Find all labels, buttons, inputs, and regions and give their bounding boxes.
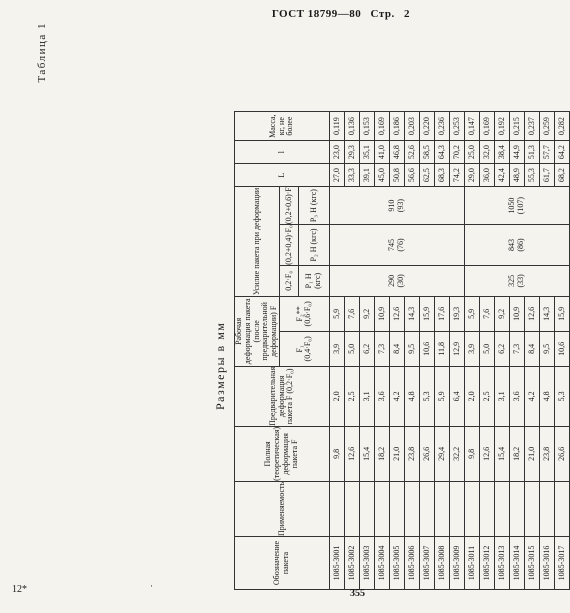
table-cell: 9,5 — [539, 331, 554, 366]
table-cell: 56,6 — [404, 164, 419, 187]
force-value-kgf: (93) — [395, 198, 405, 213]
table-cell: 5,9 — [434, 366, 449, 426]
table-cell: 5,9 — [329, 296, 344, 331]
table-cell: 1085-3009 — [449, 537, 464, 590]
table-cell: 2,0 — [464, 366, 479, 426]
table-cell — [479, 481, 494, 536]
col-full-deform: Полная (теоретическая) деформация пакета F — [235, 426, 330, 481]
table-cell: 1085-3011 — [464, 537, 479, 590]
table-cell: 3,6 — [509, 366, 524, 426]
table-cell: 1085-3013 — [494, 537, 509, 590]
table-cell: 0,186 — [389, 112, 404, 141]
table-cell — [344, 481, 359, 536]
table-cell — [464, 481, 479, 536]
table-row — [494, 112, 509, 590]
force-value-kgf: (76) — [395, 238, 405, 252]
table-cell — [434, 481, 449, 536]
table-cell: 0,282 — [554, 112, 569, 141]
table-cell: 2,0 — [329, 366, 344, 426]
table-cell: 5,3 — [419, 366, 434, 426]
table-row — [464, 112, 479, 590]
table-cell: 15,4 — [494, 426, 509, 481]
table-cell: 26,6 — [554, 426, 569, 481]
table-cell: 36,0 — [479, 164, 494, 187]
table-cell: 0,153 — [359, 112, 374, 141]
gost-number: ГОСТ 18799—80 — [271, 8, 362, 20]
table-cell: 7,6 — [344, 296, 359, 331]
force-value-kgf: (86) — [515, 238, 525, 252]
col-L: L — [235, 164, 330, 187]
rotated-table-area — [36, 22, 566, 590]
table-cell: 5,3 — [554, 366, 569, 426]
col-pre-deform: Предварительная деформация пакета F (0,2·F₀) — [235, 366, 330, 426]
table-cell: 61,7 — [539, 164, 554, 187]
table-cell: 1085-3006 — [404, 537, 419, 590]
table-cell: 2,5 — [479, 366, 494, 426]
force-cell-g1-p3 — [329, 187, 464, 225]
table-cell: 5,0 — [344, 331, 359, 366]
table-cell: 0,203 — [404, 112, 419, 141]
table-cell: 10,9 — [374, 296, 389, 331]
table-cell: 64,2 — [554, 141, 569, 164]
table-cell: 0,169 — [374, 112, 389, 141]
table-cell: 2,5 — [344, 366, 359, 426]
table-cell: 3,9 — [329, 331, 344, 366]
force-value: 325 — [507, 274, 517, 287]
table-row — [449, 112, 464, 590]
footer-left: 12* — [12, 584, 27, 595]
table-cell: 15,9 — [554, 296, 569, 331]
table-cell: 58,5 — [419, 141, 434, 164]
force-value: 745 — [387, 238, 397, 251]
table-title: Размеры в мм — [213, 321, 227, 410]
force-value: 1050 — [507, 197, 517, 214]
col-designation: Обозначение пакета — [235, 537, 330, 590]
table-cell: 68,2 — [554, 164, 569, 187]
table-row — [524, 112, 539, 590]
force-value-kgf: (30) — [395, 274, 405, 288]
col-p-b: (0,2+0,4)·F₀ — [279, 225, 298, 266]
force-cell-g1-p1 — [329, 265, 464, 296]
table-cell — [329, 481, 344, 536]
table-cell: 42,4 — [494, 164, 509, 187]
force-cell-g2-p2 — [464, 225, 569, 266]
table-cell — [389, 481, 404, 536]
force-value: 910 — [387, 199, 397, 212]
table-cell — [374, 481, 389, 536]
table-cell: 12,6 — [479, 426, 494, 481]
table-cell: 1085-3003 — [359, 537, 374, 590]
table-cell: 29,3 — [344, 141, 359, 164]
table-row — [419, 112, 434, 590]
table-cell: 23,8 — [539, 426, 554, 481]
table-cell: 52,6 — [404, 141, 419, 164]
page-number: 2 — [404, 8, 410, 20]
table-cell: 0,220 — [419, 112, 434, 141]
table-cell: 7,6 — [479, 296, 494, 331]
table-cell: 26,6 — [419, 426, 434, 481]
table-cell: 9,8 — [329, 426, 344, 481]
col-p-a: 0,2·F₀ — [279, 265, 298, 296]
table-caption: Таблица 1 — [36, 22, 48, 83]
table-cell: 9,2 — [494, 296, 509, 331]
table-cell: 0,259 — [539, 112, 554, 141]
table-row — [344, 112, 359, 590]
force-value-kgf: (107) — [515, 196, 525, 215]
footer-page-number: 355 — [350, 588, 365, 599]
table-row — [389, 112, 404, 590]
col-p-unit-a: P₁ Н (кгс) — [298, 265, 329, 296]
table-cell: 1085-3012 — [479, 537, 494, 590]
table-cell — [404, 481, 419, 536]
table-cell: 1085-3014 — [509, 537, 524, 590]
table-cell: 3,1 — [359, 366, 374, 426]
table-cell: 6,2 — [359, 331, 374, 366]
force-value: 290 — [387, 274, 397, 287]
table-cell: 19,3 — [449, 296, 464, 331]
table-cell — [554, 481, 569, 536]
table-cell: 33,3 — [344, 164, 359, 187]
table-cell: 1085-3017 — [554, 537, 569, 590]
table-cell: 70,2 — [449, 141, 464, 164]
table-row — [434, 112, 449, 590]
table-cell: 44,9 — [509, 141, 524, 164]
table-cell: 21,0 — [524, 426, 539, 481]
col-l: l — [235, 141, 330, 164]
col-applicability: Применяемость — [235, 481, 330, 536]
table-cell: 1085-3001 — [329, 537, 344, 590]
col-p-unit-c: P₃ Н (кгс) — [298, 187, 329, 225]
table-cell: 8,4 — [524, 331, 539, 366]
table-cell: 9,2 — [359, 296, 374, 331]
force-value: 843 — [507, 238, 517, 251]
dimensions-table — [234, 111, 570, 590]
table-cell: 35,1 — [359, 141, 374, 164]
table-cell: 38,4 — [494, 141, 509, 164]
col-p-unit-b: P₂ Н (кгс) — [298, 225, 329, 266]
table-cell: 6,2 — [494, 331, 509, 366]
table-cell: 14,3 — [539, 296, 554, 331]
table-cell: 10,6 — [419, 331, 434, 366]
table-cell: 12,6 — [389, 296, 404, 331]
col-force-group: Усилие пакета при деформации — [235, 187, 280, 297]
table-cell: 8,4 — [389, 331, 404, 366]
table-cell: 12,6 — [344, 426, 359, 481]
table-cell: 50,8 — [389, 164, 404, 187]
table-cell: 23,0 — [329, 141, 344, 164]
table-cell — [359, 481, 374, 536]
table-cell: 32,2 — [449, 426, 464, 481]
table-cell: 27,0 — [329, 164, 344, 187]
table-cell: 4,2 — [524, 366, 539, 426]
table-cell: 0,253 — [449, 112, 464, 141]
table-cell: 4,8 — [404, 366, 419, 426]
table-cell: 0,147 — [464, 112, 479, 141]
table-cell: 74,2 — [449, 164, 464, 187]
table-cell: 1085-3004 — [374, 537, 389, 590]
table-cell: 1085-3016 — [539, 537, 554, 590]
table-cell: 3,6 — [374, 366, 389, 426]
table-cell: 9,5 — [404, 331, 419, 366]
table-cell: 11,8 — [434, 331, 449, 366]
table-row — [539, 112, 554, 590]
table-cell: 4,2 — [389, 366, 404, 426]
table-cell: 57,7 — [539, 141, 554, 164]
force-cell-g2-p1 — [464, 265, 569, 296]
col-f2: F₂** (0,6·F₀) — [279, 296, 329, 331]
table-cell: 17,6 — [434, 296, 449, 331]
col-mass: Масса, кг, не более — [235, 112, 330, 141]
table-cell: 3,1 — [494, 366, 509, 426]
table-cell: 10,6 — [554, 331, 569, 366]
table-row — [404, 112, 419, 590]
table-cell: 4,8 — [539, 366, 554, 426]
col-p-c: (0,2+0,6)·F — [279, 187, 298, 225]
footer-mark: · — [150, 581, 153, 591]
table-cell: 29,0 — [464, 164, 479, 187]
table-cell: 51,3 — [524, 141, 539, 164]
table-cell: 0,136 — [344, 112, 359, 141]
table-cell: 23,8 — [404, 426, 419, 481]
table-cell: 25,0 — [464, 141, 479, 164]
table-cell: 0,169 — [479, 112, 494, 141]
table-cell: 39,1 — [359, 164, 374, 187]
table-cell: 45,0 — [374, 164, 389, 187]
table-cell — [494, 481, 509, 536]
table-cell: 5,0 — [479, 331, 494, 366]
table-cell: 10,9 — [509, 296, 524, 331]
table-cell: 1085-3005 — [389, 537, 404, 590]
table-cell: 12,9 — [449, 331, 464, 366]
page-header — [266, 8, 410, 20]
table-cell: 3,9 — [464, 331, 479, 366]
col-f1: F₁ (0,4·F₀) — [279, 331, 329, 366]
table-cell: 15,9 — [419, 296, 434, 331]
table-cell: 1085-3008 — [434, 537, 449, 590]
table-row — [374, 112, 389, 590]
table-row — [554, 112, 569, 590]
table-cell: 32,0 — [479, 141, 494, 164]
page-label: Стр. — [370, 8, 395, 20]
table-cell — [449, 481, 464, 536]
table-cell: 68,3 — [434, 164, 449, 187]
table-cell: 18,2 — [509, 426, 524, 481]
table-cell: 55,3 — [524, 164, 539, 187]
table-cell: 1085-3007 — [419, 537, 434, 590]
table-cell: 0,215 — [509, 112, 524, 141]
table-cell: 64,3 — [434, 141, 449, 164]
table-row — [509, 112, 524, 590]
table-cell — [524, 481, 539, 536]
force-cell-g1-p2 — [329, 225, 464, 266]
table-cell: 1085-3015 — [524, 537, 539, 590]
table-cell — [419, 481, 434, 536]
table-cell: 6,4 — [449, 366, 464, 426]
table-cell — [509, 481, 524, 536]
table-cell: 5,9 — [464, 296, 479, 331]
table-cell: 0,237 — [524, 112, 539, 141]
table-cell: 46,8 — [389, 141, 404, 164]
table-cell: 62,5 — [419, 164, 434, 187]
table-cell: 0,192 — [494, 112, 509, 141]
table-row — [359, 112, 374, 590]
table-cell — [539, 481, 554, 536]
table-cell: 0,236 — [434, 112, 449, 141]
table-cell: 7,3 — [509, 331, 524, 366]
table-cell: 18,2 — [374, 426, 389, 481]
table-cell: 0,119 — [329, 112, 344, 141]
table-cell: 29,4 — [434, 426, 449, 481]
table-row — [479, 112, 494, 590]
table-cell: 41,0 — [374, 141, 389, 164]
table-cell: 21,0 — [389, 426, 404, 481]
table-row — [329, 112, 344, 590]
table-cell: 12,6 — [524, 296, 539, 331]
table-cell: 48,9 — [509, 164, 524, 187]
table-cell: 7,3 — [374, 331, 389, 366]
table-cell: 15,4 — [359, 426, 374, 481]
col-working-group: Рабочая деформация пакета (после предварительной деформации) F — [235, 296, 280, 366]
table-cell: 1085-3002 — [344, 537, 359, 590]
force-cell-g2-p3 — [464, 187, 569, 225]
force-value-kgf: (33) — [515, 274, 525, 288]
table-cell: 9,8 — [464, 426, 479, 481]
table-cell: 14,3 — [404, 296, 419, 331]
